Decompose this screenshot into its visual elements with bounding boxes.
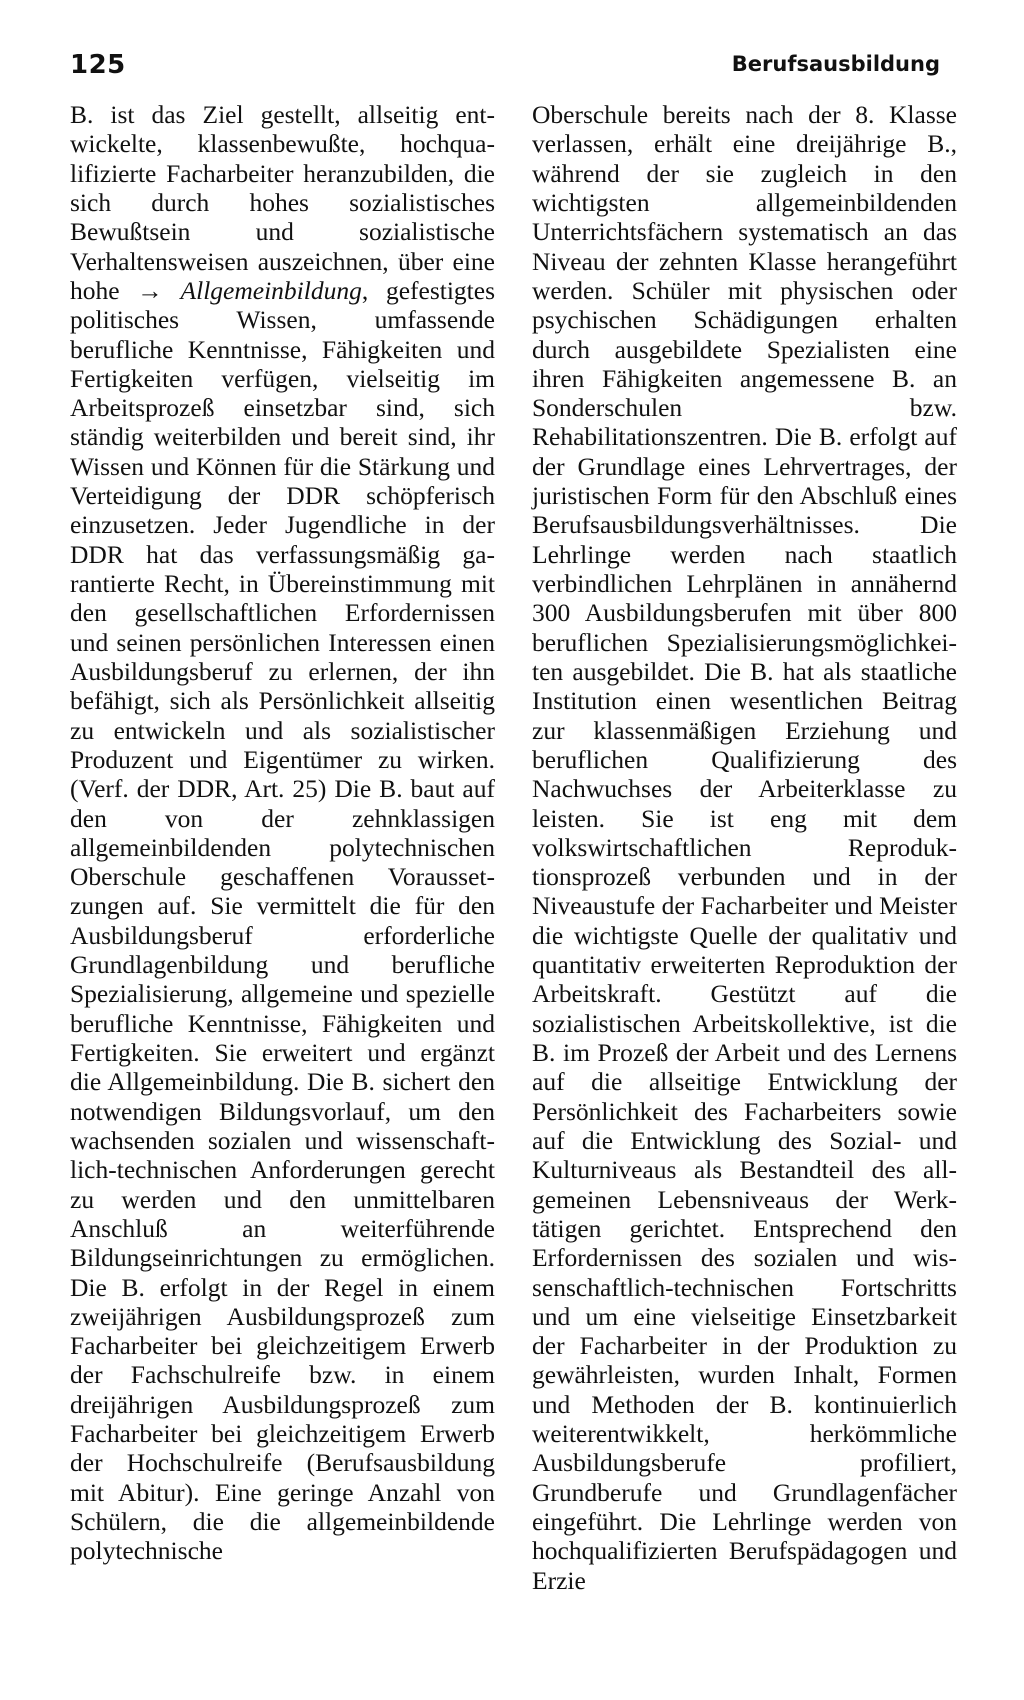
left-text-part2: , gefestigtes politisches Wissen, umfassende berufliche Kenntnisse, Fähigkeiten und Fertigkeiten verfügen, vielseitig im Arbeitsprozeß einsetzbar sind, sich ständig weiterbilden und bereit sind, ihr Wissen und Können für die Stärkung und Verteidigung der DDR schöpferisch einzusetzen. Jeder Jugendliche in der DDR hat das verfassungsmäßig garantierte Recht, in Übereinstimmung mit den gesellschaftlichen Erfordernissen und seinen persönlichen Interessen einen Ausbildungsberuf zu erlernen, der ihn befähigt, sich als Persönlichkeit allseitig zu entwickeln und als sozialistischer Produzent und Eigentümer zu wirken. (Verf. der DDR, Art. 25) Die B. baut auf den von der zehnklassigen allgemeinbildenden polytechnischen Oberschule geschaffenen Voraussetzungen auf. Sie vermittelt die für den Ausbildungsberuf erforderliche Grundlagenbildung und berufliche Spezialisierung, allgemeine und spezielle berufliche Kenntnisse, Fähigkeiten und Fertigkeiten. Sie erweitert und ergänzt die Allgemeinbildung. Die B. sichert den notwendigen Bildungsvorlauf, um den wachsenden sozialen und wissenschaftlich-technischen Anforderungen gerecht zu werden und den unmittelbaren Anschluß an weiterführende Bildungseinrichtungen zu ermöglichen. Die B. erfolgt in der Regel in einem zweijährigen Ausbildungsprozeß zum Facharbeiter bei gleichzeitigem Erwerb der Fachschulreife bzw. in einem dreijährigen Ausbildungsprozeß zum Facharbeiter bei gleichzeitigem Erwerb der Hochschulreife (Berufsausbildung mit Abitur). Eine geringe Anzahl von Schülern, die die allgemeinbildende polytechnische [70, 275, 495, 1566]
page-header [70, 50, 940, 90]
page-number: 125 [70, 50, 126, 80]
left-column-text [70, 100, 495, 1566]
running-head: Berufsausbildung [731, 52, 940, 76]
right-column [532, 100, 957, 1595]
left-column [70, 100, 495, 1566]
cross-reference-allgemeinbildung: Allgemeinbildung [180, 275, 362, 305]
right-column-text: Oberschule bereits nach der 8. Klasse verlassen, erhält eine dreijährige B., während der sie zugleich in den wichtigsten allgemeinbildenden Unterrichtsfächern systematisch an das Niveau der zehnten Klasse herangeführt werden. Schüler mit physischen oder psychischen Schädigungen erhalten durch ausgebildete Spezialisten eine ihren Fähigkeiten angemessene B. an Sonderschulen bzw. Rehabilitationszentren. Die B. erfolgt auf der Grundlage eines Lehrvertrages, der juristischen Form für den Abschluß eines Berufsausbildungsverhältnisses. Die Lehrlinge werden nach staatlich verbindlichen Lehrplänen in annähernd 300 Ausbildungsberufen mit über 800 beruflichen Spezialisierungsmöglichkeiten ausgebildet. Die B. hat als staatliche Institution einen wesentlichen Beitrag zur klassenmäßigen Erziehung und beruflichen Qualifizierung des Nachwuchses der Arbeiterklasse zu leisten. Sie ist eng mit dem volkswirtschaftlichen Reproduktionsprozeß verbunden und in der Niveaustufe der Facharbeiter und Meister die wichtigste Quelle der qualitativ und quantitativ erweiterten Reproduktion der Arbeitskraft. Gestützt auf die sozialistischen Arbeitskollektive, ist die B. im Prozeß der Arbeit und des Lernens auf die allseitige Entwicklung der Persönlichkeit des Facharbeiters sowie auf die Entwicklung des Sozial- und Kulturniveaus als Bestandteil des allgemeinen Lebensniveaus der Werktätigen gerichtet. Entsprechend den Erfordernissen des sozialen und wissenschaftlich-technischen Fortschritts und um eine vielseitige Einsetzbarkeit der Facharbeiter in der Produktion zu gewährleisten, wurden Inhalt, Formen und Methoden der B. kontinuierlich weiterentwikkelt, herkömmliche Ausbildungsberufe profiliert, Grundberufe und Grundlagenfächer eingeführt. Die Lehrlinge werden von hochqualifizierten Berufspädagogen und Erzie [532, 100, 957, 1595]
left-text-part1: B. ist das Ziel gestellt, allseitig entwickelte, klassenbewußte, hochqualifizierte Facharbeiter heranzubilden, die sich durch hohes sozialistisches Bewußtsein und sozialistische Verhaltensweisen auszeichnen, über eine hohe → [70, 100, 495, 305]
